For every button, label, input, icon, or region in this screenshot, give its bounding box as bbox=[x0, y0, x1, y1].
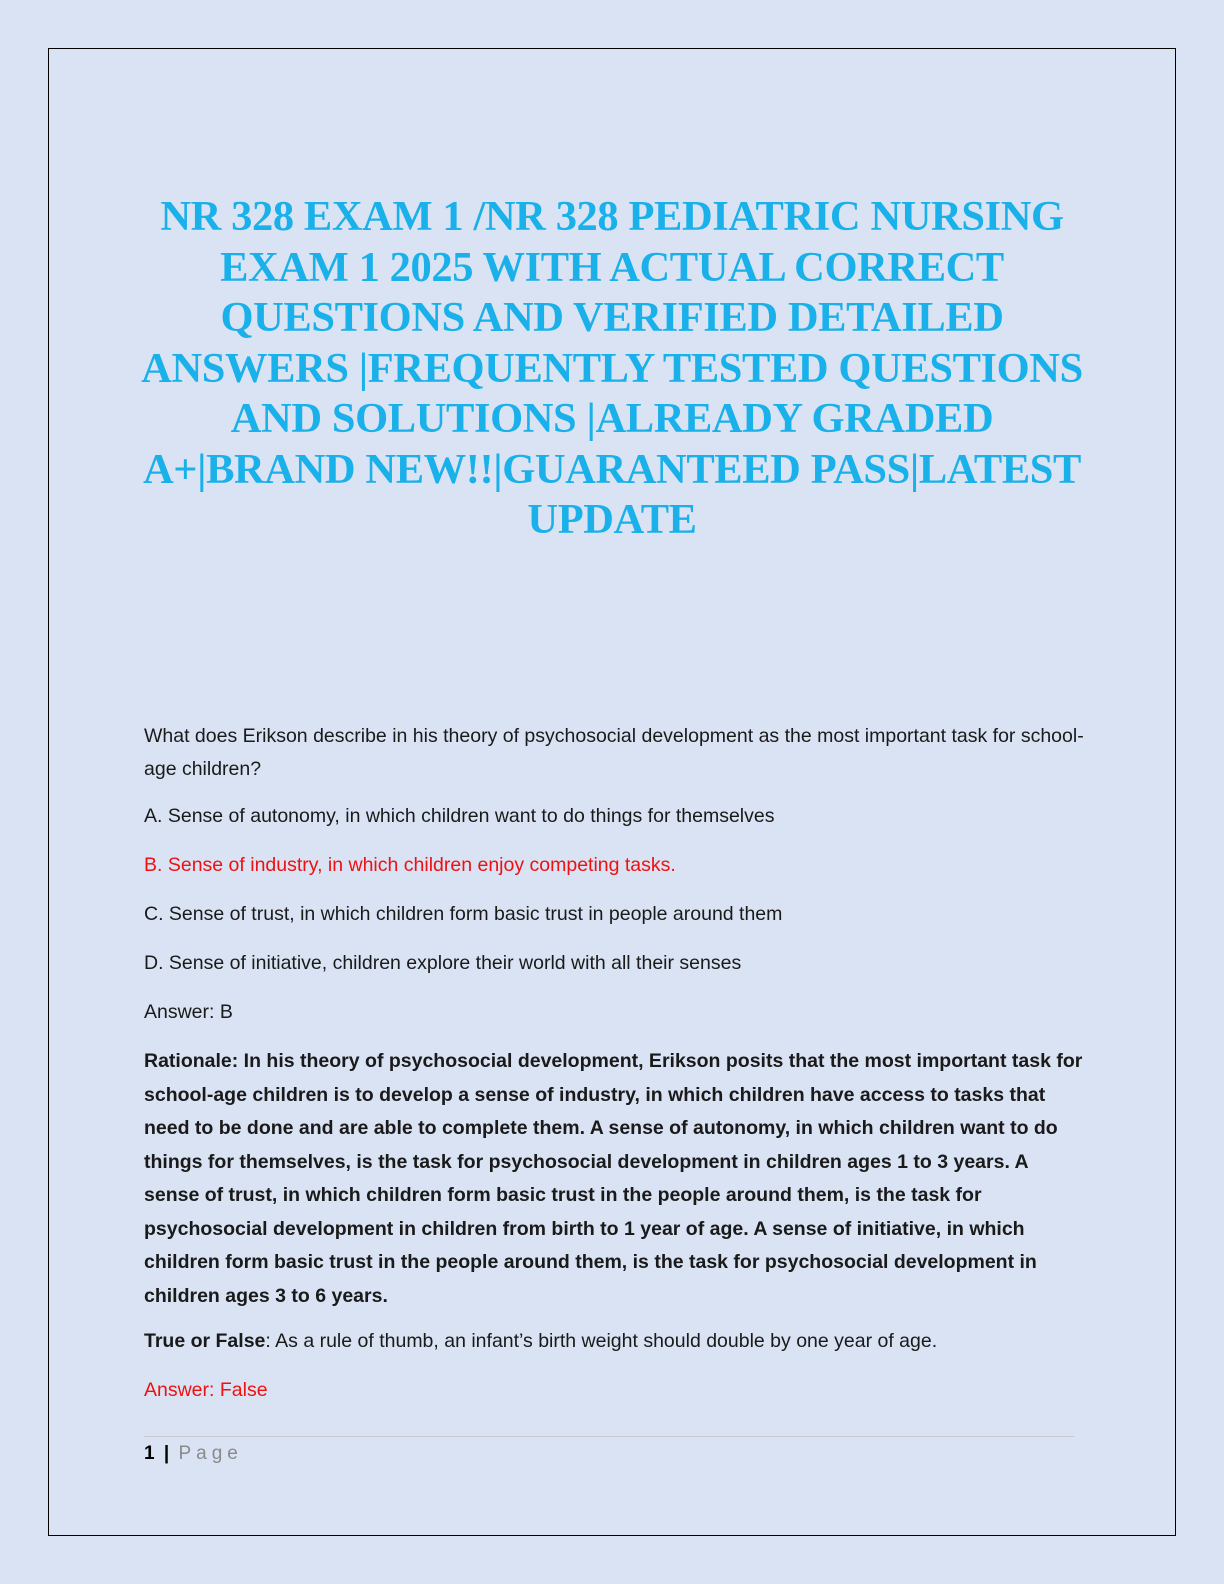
footer-separator: | bbox=[163, 1443, 170, 1464]
question-2-label: True or False bbox=[144, 1330, 266, 1352]
document-title: NR 328 EXAM 1 /NR 328 PEDIATRIC NURSING EXAM 1 2025 WITH ACTUAL CORRECT QUESTIONS AND VERIFIED DETAILED ANSWERS |FREQUENTLY TESTED QUESTIONS AND SOLUTIONS |ALREADY GRADED A+|BRAND NEW!!|GUARANTEED PASS|LATEST UPDATE bbox=[141, 193, 1083, 543]
question-1-rationale: Rationale: In his theory of psychosocial development, Erikson posits that the most important task for school-age children is to develop a sense of industry, in which children have access to tasks that need to be done and are able to complete them. A sense of autonomy, in which children want to do things for themselves, is the task for psychosocial development in children ages 1 to 3 years. A sense of trust, in which children form basic trust in the people around them, is the task for psychosocial development in children from birth to 1 year of age. A sense of initiative, in which children form basic trust in the people around them, is the task for psychosocial development in children ages 3 to 6 years. bbox=[144, 1050, 1083, 1307]
document-body bbox=[144, 720, 1084, 1423]
question-2-answer: Answer: False bbox=[144, 1379, 268, 1401]
question-1-text: What does Erikson describe in his theory of psychosocial development as the most important task for school-age children? bbox=[144, 725, 1084, 780]
page-label: Page bbox=[178, 1443, 243, 1464]
question-1-option-a: A. Sense of autonomy, in which children want to do things for themselves bbox=[144, 805, 775, 827]
page-footer bbox=[144, 1440, 243, 1468]
question-1-option-b-correct: B. Sense of industry, in which children enjoy competing tasks. bbox=[144, 854, 676, 876]
footer-divider bbox=[144, 1436, 1074, 1437]
question-1-option-c: C. Sense of trust, in which children form basic trust in people around them bbox=[144, 903, 783, 925]
question-1-option-d: D. Sense of initiative, children explore their world with all their senses bbox=[144, 952, 742, 974]
question-1-answer: Answer: B bbox=[144, 1001, 233, 1023]
question-2-colon: : bbox=[265, 1330, 271, 1352]
question-2-text bbox=[144, 1325, 1084, 1358]
question-2-statement: As a rule of thumb, an infant’s birth weight should double by one year of age. bbox=[270, 1330, 938, 1352]
page-number: 1 bbox=[144, 1443, 155, 1464]
